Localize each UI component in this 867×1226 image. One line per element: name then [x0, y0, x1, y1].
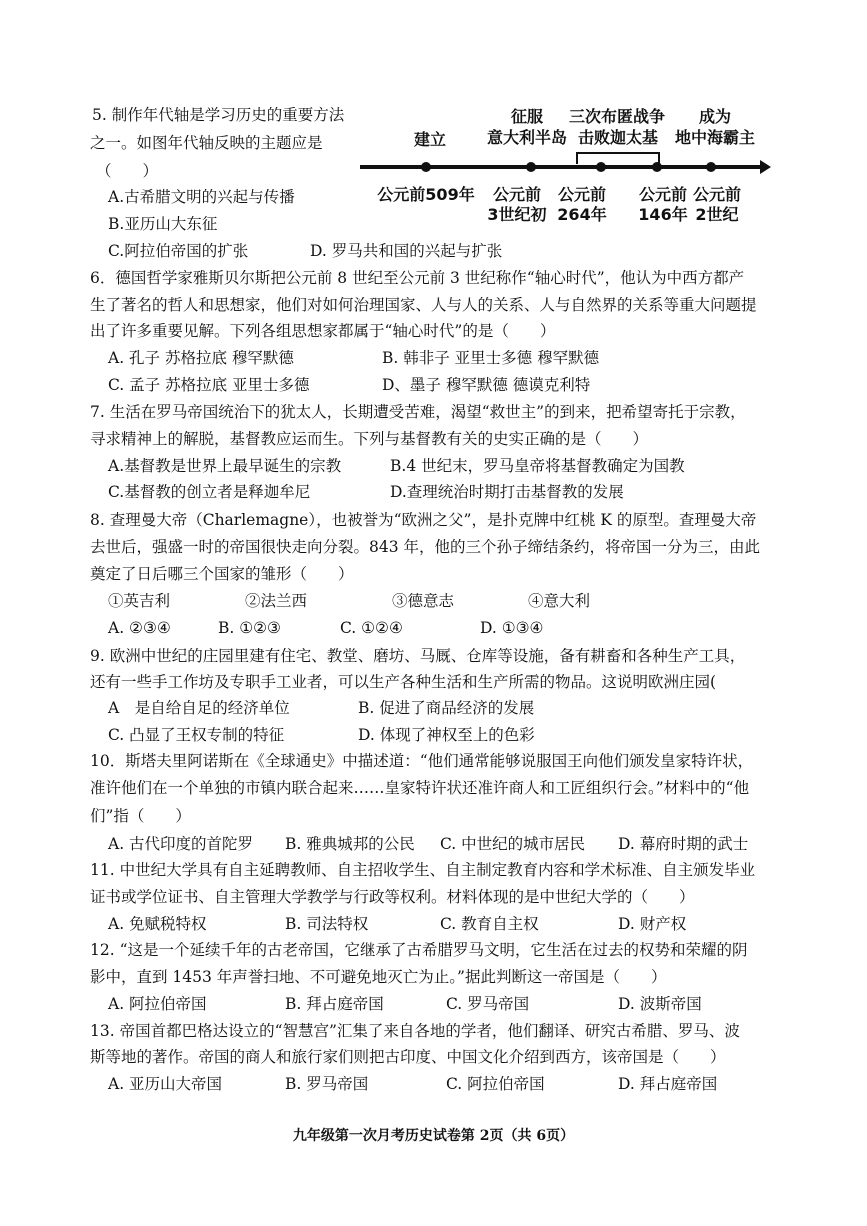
- timeline-date-264bc-line2: 264年: [557, 205, 607, 224]
- timeline-date-3rd-century-line2: 3世纪初: [487, 205, 547, 224]
- timeline-date-146bc-line1: 公元前: [638, 185, 687, 204]
- q5-timeline-figure: [355, 150, 775, 190]
- timeline-event-hegemon-top: 成为: [698, 107, 731, 126]
- q10-option-b: B. 雅典城邦的公民: [285, 835, 415, 853]
- timeline-dot-264bc: [596, 162, 606, 172]
- q11-option-a: A. 免赋税特权: [108, 915, 207, 933]
- q13-stem-line1: 13. 帝国首都巴格达设立的“智慧宫”汇集了来自各地的学者，他们翻译、研究古希腊、罗马、波: [90, 1022, 740, 1040]
- q12-option-b: B. 拜占庭帝国: [285, 995, 384, 1013]
- q13-stem-line2: 斯等地的著作。帝国的商人和旅行家们则把古印度、中国文化介绍到西方，该帝国是（ ）: [90, 1048, 726, 1066]
- q6-stem-line3: 出了许多重要见解。下列各组思想家都属于“轴心时代”的是（ ）: [90, 322, 556, 340]
- timeline-date-509bc: 公元前509年: [377, 185, 475, 204]
- q9-option-d: D. 体现了神权至上的色彩: [358, 726, 535, 744]
- q8-option-c: C. ①②④: [340, 619, 403, 637]
- timeline-date-2nd-century-line1: 公元前: [692, 185, 741, 204]
- q8-item-1: ①英吉利: [108, 592, 171, 610]
- q10-stem-line3: 们”指（ ）: [90, 807, 191, 825]
- page-footer: 九年级第一次月考历史试卷第 2页（共 6页）: [292, 1128, 575, 1144]
- q8-stem-line2: 去世后，强盛一时的帝国很快走向分裂。843 年，他的三个孙子缔结条约，将帝国一分为三，由此: [90, 538, 761, 556]
- q6-option-d: D、墨子 穆罕默德 德谟克利特: [382, 376, 591, 394]
- timeline-dot-509bc: [421, 162, 431, 172]
- q12-stem-line1: 12. “这是一个延续千年的古老帝国，它继承了古希腊罗马文明，它生活在过去的权势和荣耀的阴: [90, 941, 748, 959]
- timeline-event-punic-top: 三次布匿战争: [568, 107, 665, 126]
- q5-answer-bracket: （ ）: [96, 162, 159, 180]
- timeline-event-hegemon-bottom: 地中海霸主: [674, 128, 755, 147]
- q13-option-d: D. 拜占庭帝国: [618, 1075, 718, 1093]
- timeline-arrowhead: [760, 160, 771, 174]
- q5-option-b: B.亚历山大东征: [108, 215, 218, 233]
- q9-option-c: C. 凸显了王权专制的特征: [108, 726, 285, 744]
- q11-stem-line1: 11. 中世纪大学具有自主延聘教师、自主招收学生、自主制定教育内容和学术标准、自主颁发毕业: [90, 861, 756, 879]
- q8-option-d: D. ①③④: [480, 619, 544, 637]
- q11-option-d: D. 财产权: [618, 915, 687, 933]
- timeline-dot-2nd-century: [706, 162, 716, 172]
- q7-option-c: C.基督教的创立者是释迦牟尼: [108, 483, 311, 501]
- q8-item-4: ④意大利: [528, 592, 591, 610]
- timeline-event-conquer-bottom: 意大利半岛: [486, 128, 567, 147]
- q8-stem-line1: 8. 查理曼大帝（Charlemagne），也被誉为“欧洲之父”，是扑克牌中红桃 K 的原型。查理曼大帝: [90, 511, 757, 529]
- timeline-event-punic-bottom: 击败迦太基: [577, 128, 658, 147]
- timeline-dot-3rd-century: [526, 162, 536, 172]
- q7-option-a: A.基督教是世界上最早诞生的宗教: [108, 457, 342, 475]
- q6-stem-line1: 6．德国哲学家雅斯贝尔斯把公元前 8 世纪至公元前 3 世纪称作“轴心时代”，他认为中西方都产: [90, 269, 745, 287]
- q9-option-b: B. 促进了商品经济的发展: [358, 699, 535, 717]
- q13-option-b: B. 罗马帝国: [285, 1075, 369, 1093]
- q10-option-c: C. 中世纪的城市居民: [440, 835, 586, 853]
- timeline-war-bracket: [577, 153, 659, 164]
- q7-option-b: B.4 世纪末，罗马皇帝将基督教确定为国教: [390, 457, 685, 475]
- q8-item-3: ③德意志: [392, 592, 455, 610]
- q7-option-d: D.查理统治时期打击基督教的发展: [390, 483, 624, 501]
- q10-option-d: D. 幕府时期的武士: [618, 835, 749, 853]
- timeline-date-3rd-century-line1: 公元前: [492, 185, 541, 204]
- q8-item-2: ②法兰西: [245, 592, 308, 610]
- q12-option-d: D. 波斯帝国: [618, 995, 702, 1013]
- q6-stem-line2: 生了著名的哲人和思想家，他们对如何治理国家、人与人的关系、人与自然界的关系等重大问题提: [90, 296, 757, 314]
- q7-stem-line2: 寻求精神上的解脱，基督教应运而生。下列与基督教有关的史实正确的是（ ）: [90, 430, 649, 448]
- q5-option-a: A.古希腊文明的兴起与传播: [108, 188, 295, 206]
- q5-option-d: D. 罗马共和国的兴起与扩张: [310, 242, 503, 260]
- timeline-date-146bc-line2: 146年: [638, 205, 688, 224]
- q5-stem-line1: 5. 制作年代轴是学习历史的重要方法: [92, 106, 345, 124]
- q8-option-a: A. ②③④: [108, 619, 171, 637]
- q11-option-c: C. 教育自主权: [440, 915, 539, 933]
- q9-option-a: A 是自给自足的经济单位: [108, 699, 290, 717]
- timeline-date-2nd-century-line2: 2世纪: [695, 205, 739, 224]
- q9-stem-line1: 9. 欧洲中世纪的庄园里建有住宅、教堂、磨坊、马厩、仓库等设施，备有耕畜和各种生产工具，: [90, 647, 746, 665]
- q11-option-b: B. 司法特权: [285, 915, 369, 933]
- timeline-event-founding: 建立: [413, 130, 446, 149]
- q7-stem-line1: 7. 生活在罗马帝国统治下的犹太人，长期遭受苦难，渴望“救世主”的到来，把希望寄托于宗教，: [90, 403, 746, 421]
- q10-stem-line1: 10．斯塔夫里阿诺斯在《全球通史》中描述道：“他们通常能够说服国王向他们颁发皇家特许状，: [90, 752, 754, 770]
- q10-option-a: A. 古代印度的首陀罗: [108, 835, 254, 853]
- q12-option-a: A. 阿拉伯帝国: [108, 995, 207, 1013]
- q13-option-a: A. 亚历山大帝国: [108, 1075, 223, 1093]
- q6-option-a: A. 孔子 苏格拉底 穆罕默德: [108, 349, 294, 367]
- q10-stem-line2: 准许他们在一个单独的市镇内联合起来……皇家特许状还准许商人和工匠组织行会。”材料中的“他: [90, 779, 750, 797]
- q6-option-c: C. 孟子 苏格拉底 亚里士多德: [108, 376, 310, 394]
- q6-option-b: B. 韩非子 亚里士多德 穆罕默德: [382, 349, 600, 367]
- q11-stem-line2: 证书或学位证书、自主管理大学教学与行政等权利。材料体现的是中世纪大学的（ ）: [90, 888, 695, 906]
- timeline-date-264bc-line1: 公元前: [557, 185, 606, 204]
- q8-option-b: B. ①②③: [218, 619, 281, 637]
- q12-option-c: C. 罗马帝国: [446, 995, 530, 1013]
- q5-option-c: C.阿拉伯帝国的扩张: [108, 242, 249, 260]
- q9-stem-line2: 还有一些手工作坊及专职手工业者，可以生产各种生活和生产所需的物品。这说明欧洲庄园(: [90, 673, 717, 691]
- timeline-dot-146bc: [652, 162, 662, 172]
- q12-stem-line2: 影中，直到 1453 年声誉扫地、不可避免地灭亡为止。”据此判断这一帝国是（ ）: [90, 968, 667, 986]
- q5-stem-line2: 之一。如图年代轴反映的主题应是: [90, 134, 323, 152]
- q8-stem-line3: 奠定了日后哪三个国家的雏形（ ）: [90, 565, 354, 583]
- q13-option-c: C. 阿拉伯帝国: [446, 1075, 545, 1093]
- timeline-event-conquer-top: 征服: [510, 107, 543, 126]
